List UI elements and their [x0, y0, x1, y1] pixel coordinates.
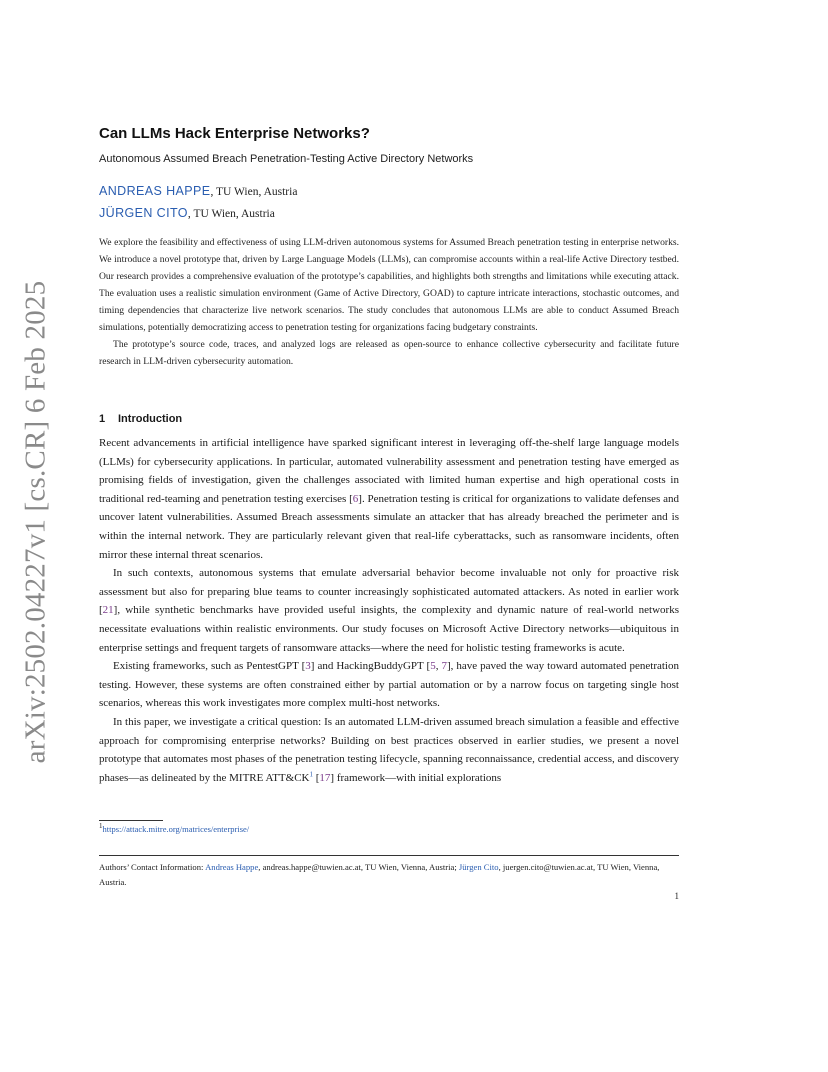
text-run: Authors’ Contact Information: [99, 862, 206, 872]
arxiv-side-stamp [16, 280, 56, 764]
page-number: 1 [674, 891, 679, 901]
footnote-mark-link[interactable]: 1 [309, 770, 313, 779]
citation-link[interactable]: 17 [319, 771, 331, 784]
text-run: Recent advancements in artificial intelligence have sparked significant interest in leveraging off-the-shelf large language models (LLMs) for cybersecurity applications. In particular, automated vulnerability assessment and penetration testing have emerged as promising fields of investigation, given the challenges associated with limited human expertise and high operational costs in traditional red-teaming and penetration testing exercises [ [99, 437, 679, 505]
citation-link[interactable]: 21 [102, 604, 114, 617]
text-run: ] and HackingBuddyGPT [ [310, 660, 431, 673]
citation-link[interactable]: 6 [352, 492, 359, 505]
body-paragraph [99, 657, 679, 713]
author-name-link[interactable]: JÜRGEN CITO [99, 206, 188, 220]
paper-subtitle: Autonomous Assumed Breach Penetration-Testing Active Directory Networks [99, 153, 474, 165]
contact-author-link[interactable]: Andreas Happe [205, 862, 259, 872]
contact-information [99, 860, 679, 890]
contact-author-link[interactable]: Jürgen Cito [458, 862, 499, 872]
author-line [99, 184, 679, 198]
text-run: , juergen.cito@tuwien.ac.at, TU Wien, Vienna, Austria. [99, 862, 660, 887]
author-line [99, 206, 679, 220]
citation-link[interactable]: 3 [305, 660, 311, 673]
abstract-paragraph: We explore the feasibility and effectiveness of using LLM-driven autonomous systems for Assumed Breach penetration testing in enterprise networks. We introduce a novel prototype that, driven by Large Language Models (LLMs), can compromise accounts within a real-life Active Directory testbed. Our research provides a comprehensive evaluation of the prototype’s capabilities, and highlights both strengths and limitations while executing attack. The evaluation uses a realistic simulation environment (Game of Active Directory, GOAD) to capture intricate interactions, stochastic outcomes, and timing dependencies that characterize live network scenarios. The study concludes that autonomous LLMs are able to conduct Assumed Breach simulations, potentially democratizing access to penetration testing for organizations facing budgetary constraints. [99, 237, 679, 333]
text-run: , andreas.happe@tuwien.ac.at, TU Wien, Vienna, Austria; [258, 862, 459, 872]
footnote [99, 824, 679, 834]
author-affiliation: , TU Wien, Austria [210, 186, 298, 198]
text-run: ], while synthetic benchmarks have provided useful insights, the complexity and dynamic nature of real-world networks necessitate evaluations within realistic environments. Our study focuses on Microsoft Active Directory networks—ubiquitous in enterprise settings and frequent targets of ransomware attacks—where the need for holistic testing frameworks is acute. [99, 604, 679, 654]
citation-link[interactable]: 5 [430, 660, 436, 673]
text-run: In such contexts, autonomous systems that emulate adversarial behavior become invaluable not only for proactive risk assessment but also for preparing blue teams to counter increasingly sophisticated automated attackers. As noted in earlier work [ [99, 567, 679, 617]
footnote-number: 1 [99, 822, 103, 831]
body-paragraph [99, 434, 679, 564]
body-text [99, 434, 679, 787]
section-heading [99, 413, 679, 425]
abstract-paragraph: The prototype’s source code, traces, and analyzed logs are released as open-source to enhance collective cybersecurity and facilitate future research in LLM-driven cybersecurity automation. [99, 339, 679, 367]
arxiv-stamp-text: arXiv:2502.04227v1 [cs.CR] 6 Feb 2025 [19, 280, 52, 764]
text-run: [ [313, 771, 320, 784]
text-run: Existing frameworks, such as PentestGPT [ [113, 660, 306, 673]
text-run: ]. Penetration testing is critical for organizations to validate defenses and uncover latent vulnerabilities. Assumed Breach assessments simulate an attacker that has already breached the perimeter and is within the internal network. They are particularly relevant given that real-life cyberattacks, such as ransomware incidents, often mirror these internal threat scenarios. [99, 492, 679, 561]
text-run: In this paper, we investigate a critical question: Is an automated LLM-driven assumed breach simulation a feasible and effective approach for compromising enterprise networks? Building on best practices observed in earlier studies, we present a novel prototype that automates most phases of the penetration testing lifecycle, spanning reconnaissance, credential access, and discovery phases—as delineated by the MITRE ATT&CK [99, 715, 679, 784]
footnote-url-link[interactable]: https://attack.mitre.org/matrices/enterprise/ [102, 824, 250, 834]
section-title: Introduction [118, 413, 183, 425]
author-name-link[interactable]: ANDREAS HAPPE [99, 184, 211, 198]
text-run: ] framework—with initial explorations [330, 771, 502, 784]
footnote-divider [99, 820, 163, 821]
author-affiliation: , TU Wien, Austria [187, 208, 275, 220]
text-run: ], have paved the way toward automated penetration testing. However, these systems are often constrained either by partial automation or by a narrow focus on targeting single host scenarios, whereas this work investigates more complex multi-host networks. [99, 660, 679, 710]
section-number: 1 [99, 413, 106, 425]
citation-link[interactable]: 7 [441, 660, 447, 673]
body-paragraph [99, 564, 679, 657]
abstract [99, 234, 679, 370]
contact-divider [99, 855, 679, 856]
body-paragraph [99, 713, 679, 787]
text-run: , [435, 660, 442, 673]
paper-title: Can LLMs Hack Enterprise Networks? [99, 125, 370, 142]
